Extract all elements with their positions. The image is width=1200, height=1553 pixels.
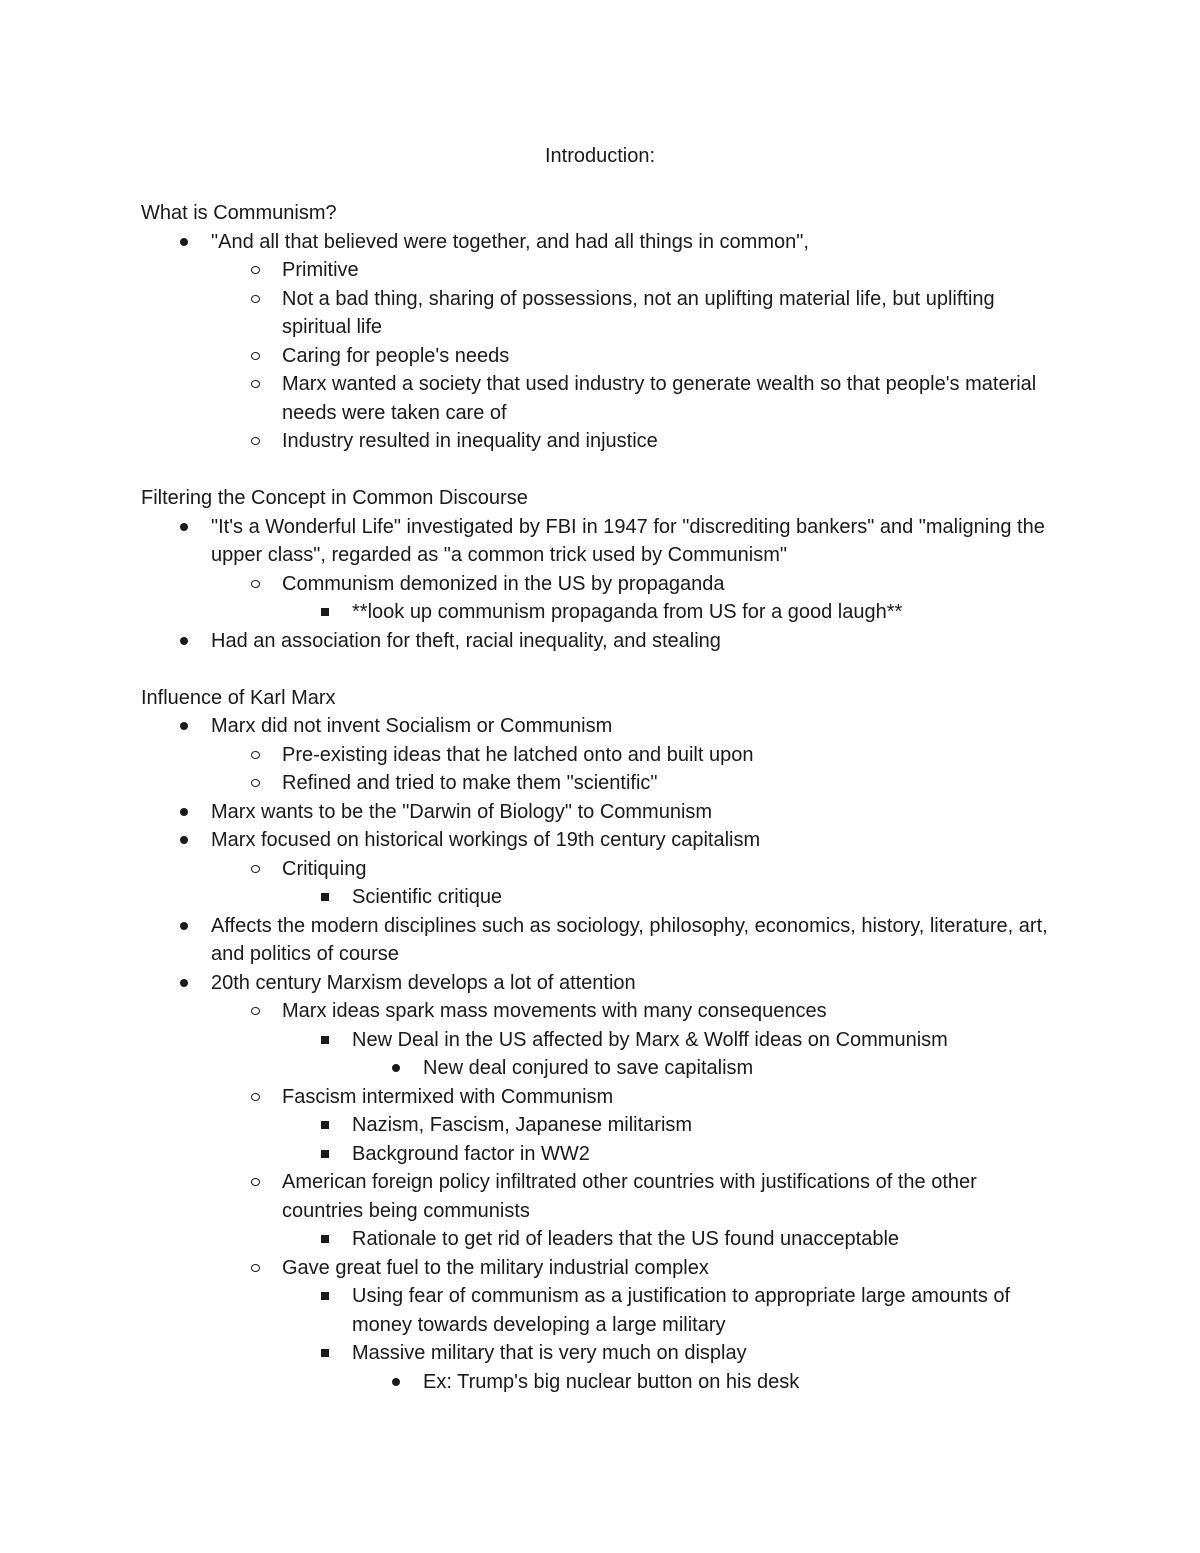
list-item-text: Using fear of communism as a justification to appropriate large amounts of money towards developing a large military [352,1285,1011,1336]
bullet-square-icon [321,1292,329,1300]
bullet-circle-icon [251,437,260,445]
bullet-circle-icon [251,380,260,388]
list-item-text: New deal conjured to save capitalism [423,1057,754,1079]
section-spacer [141,655,1061,684]
bullet-square-icon [321,1121,329,1129]
document-title: Introduction: [544,145,656,167]
section-heading: Filtering the Concept in Common Discourse [141,487,528,509]
list-item-text: Marx wants to be the "Darwin of Biology" to Communism [211,800,713,823]
list-item [141,598,1061,627]
bullet-circle-icon [251,580,260,588]
bullet-square-icon [321,1150,329,1158]
list-item-text: Gave great fuel to the military industrial complex [282,1256,709,1279]
list-item-text: Caring for people's needs [282,344,510,367]
list-item [141,855,1061,884]
list-item [141,1140,1061,1169]
list-item-text: Pre-existing ideas that he latched onto and built upon [282,743,754,766]
list-item [141,1168,1061,1225]
bullet-disc-icon [180,238,188,246]
list-item [141,1368,1061,1397]
list-item [141,769,1061,798]
list-item-text: Nazism, Fascism, Japanese militarism [352,1114,693,1136]
list-item-text: Primitive [282,259,359,281]
bullet-square-icon [321,1235,329,1243]
bullet-disc-icon [180,979,188,987]
bullet-circle-icon [251,1093,260,1101]
list-item [141,741,1061,770]
list-item-text: Rationale to get rid of leaders that the US found unacceptable [352,1228,900,1250]
list-item-text: Refined and tried to make them "scientific" [282,772,658,794]
list-item-text: Ex: Trump's big nuclear button on his desk [423,1370,800,1393]
bullet-disc-icon [180,836,188,844]
list-item [141,997,1061,1026]
list-item-text: Marx focused on historical workings of 19th century capitalism [211,829,761,851]
outline-section [141,684,1061,1397]
bullet-circle-icon [251,751,260,759]
bullet-circle-icon [251,1007,260,1015]
list-item [141,228,1061,257]
list-item [141,427,1061,456]
bullet-circle-icon [251,266,260,274]
bullet-circle-icon [251,1178,260,1186]
bullet-disc-icon [180,722,188,730]
bullet-disc-icon [392,1378,400,1386]
bullet-square-icon [321,1036,329,1044]
list-item [141,1111,1061,1140]
list-item-text: Affects the modern disciplines such as sociology, philosophy, economics, history, literature, art, and politics of course [211,914,1048,965]
list-item-text: Marx did not invent Socialism or Communism [211,715,613,737]
section-spacer [141,456,1061,485]
list-item [141,1026,1061,1055]
list-item [141,570,1061,599]
bullet-square-icon [321,1349,329,1357]
list-item-text: Massive military that is very much on display [352,1342,747,1364]
list-item [141,513,1061,570]
section-heading: Influence of Karl Marx [141,686,336,709]
list-item [141,1225,1061,1254]
list-item [141,798,1061,827]
list-item [141,256,1061,285]
list-item [141,285,1061,342]
list-item [141,883,1061,912]
bullet-circle-icon [251,779,260,787]
list-item [141,1054,1061,1083]
list-item-text: Had an association for theft, racial inequality, and stealing [211,629,721,652]
bullet-disc-icon [180,922,188,930]
bullet-circle-icon [251,352,260,360]
list-item-text: American foreign policy infiltrated other countries with justifications of the other countries being communists [282,1171,977,1222]
list-item-text: Communism demonized in the US by propaganda [282,572,725,595]
bullet-disc-icon [392,1064,400,1072]
list-item-text: Marx ideas spark mass movements with many consequences [282,1000,827,1022]
outline-section [141,199,1061,456]
list-item [141,342,1061,371]
bullet-disc-icon [180,523,188,531]
bullet-circle-icon [251,295,260,303]
list-item [141,969,1061,998]
list-item [141,712,1061,741]
list-item-text: 20th century Marxism develops a lot of attention [211,971,636,994]
bullet-square-icon [321,608,329,616]
list-item [141,1254,1061,1283]
bullet-disc-icon [180,808,188,816]
list-item [141,370,1061,427]
list-item-text: New Deal in the US affected by Marx & Wolff ideas on Communism [352,1028,948,1051]
document-body [141,199,1061,1396]
list-item-text: Fascism intermixed with Communism [282,1085,614,1108]
list-item-text: Background factor in WW2 [352,1142,590,1165]
bullet-disc-icon [180,637,188,645]
list-item [141,1282,1061,1339]
list-item [141,1339,1061,1368]
list-item-text: Scientific critique [352,886,503,908]
bullet-circle-icon [251,865,260,873]
list-item [141,1083,1061,1112]
list-item-text: **look up communism propaganda from US for a good laugh** [352,601,903,623]
list-item-text: Not a bad thing, sharing of possessions, not an uplifting material life, but uplifting spiritual life [282,287,995,338]
list-item-text: "And all that believed were together, and had all things in common", [211,230,809,253]
list-item-text: Critiquing [282,857,367,880]
list-item [141,826,1061,855]
bullet-circle-icon [251,1264,260,1272]
outline-section [141,484,1061,655]
list-item-text: Marx wanted a society that used industry to generate wealth so that people's material needs were taken care of [282,373,1037,424]
section-heading: What is Communism? [141,202,337,224]
list-item-text: Industry resulted in inequality and injustice [282,430,658,452]
list-item [141,912,1061,969]
list-item-text: "It's a Wonderful Life" investigated by FBI in 1947 for "discrediting bankers" and "maligning the upper class", regarded as "a common trick used by Communism" [211,515,1045,566]
list-item [141,627,1061,656]
bullet-square-icon [321,893,329,901]
